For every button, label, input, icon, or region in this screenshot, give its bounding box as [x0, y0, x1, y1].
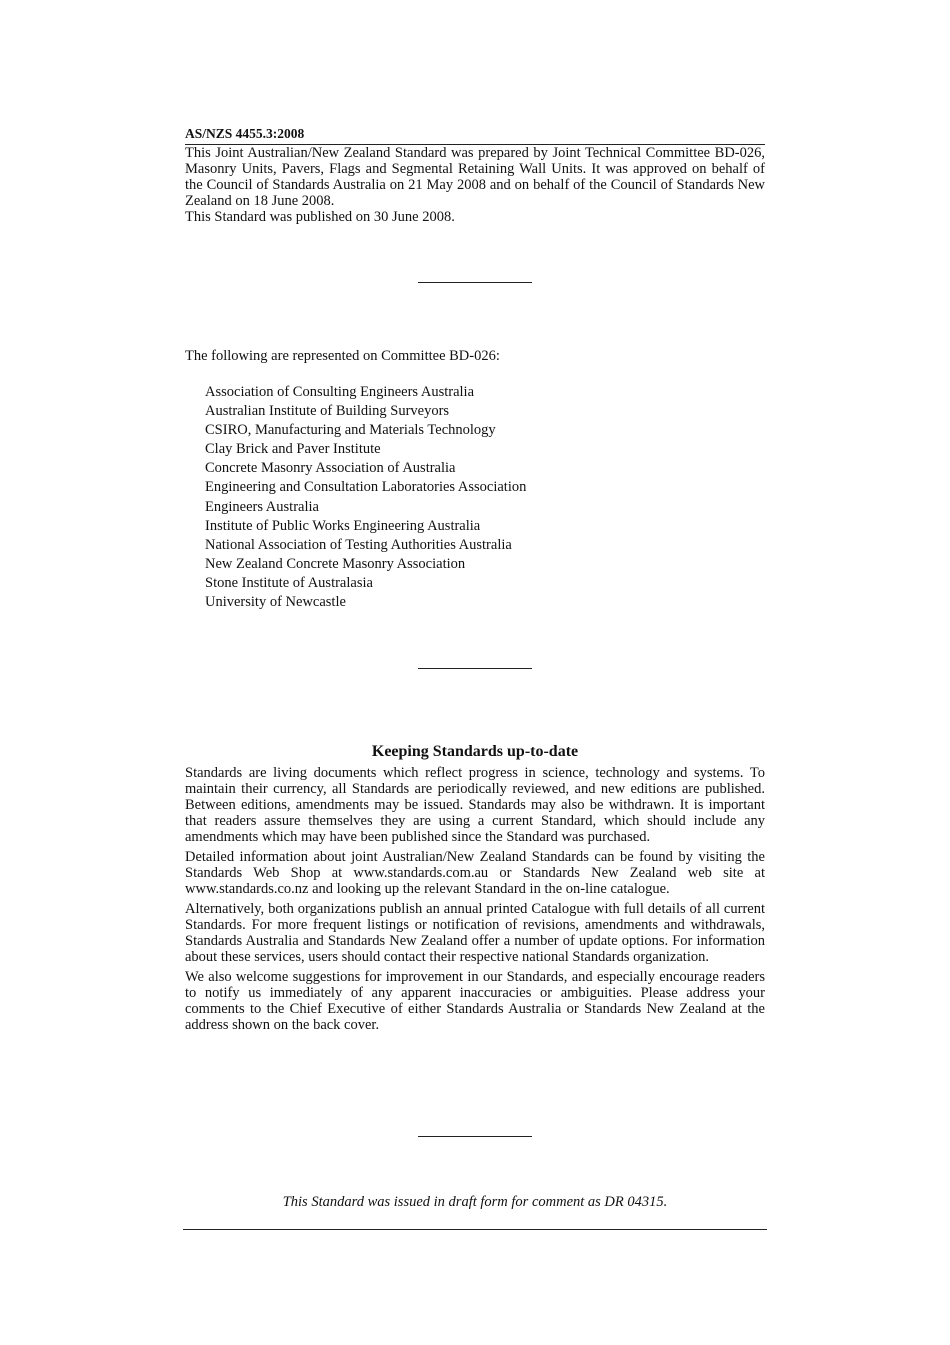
- committee-member: Concrete Masonry Association of Australia: [205, 460, 456, 477]
- committee-member: Australian Institute of Building Surveyors: [205, 403, 450, 420]
- committee-member: Engineering and Consultation Laboratories Association: [205, 479, 527, 496]
- keeping-standards-heading: Keeping Standards up-to-date: [371, 743, 579, 760]
- footer-rule: [183, 1229, 767, 1230]
- committee-member: Institute of Public Works Engineering Australia: [205, 517, 481, 534]
- section-divider-2: [418, 668, 532, 669]
- committee-member: New Zealand Concrete Masonry Association: [205, 555, 466, 572]
- committee-member-list: [205, 383, 526, 612]
- section-divider-3: [418, 1136, 532, 1137]
- body-paragraph: We also welcome suggestions for improvement in our Standards, and especially encourage readers to notify us immediately of any apparent inaccuracies or ambiguities. Please address your comments to the Chief Executive of either Standards Australia or Standards New Zealand at the address shown on the back cover.: [185, 969, 765, 1033]
- draft-note: This Standard was issued in draft form for comment as DR 04315.: [282, 1194, 668, 1210]
- standard-number: AS/NZS 4455.3:2008: [185, 126, 305, 141]
- committee-member: Association of Consulting Engineers Australia: [205, 384, 475, 400]
- section-divider-1: [418, 282, 532, 283]
- committee-member: National Association of Testing Authorities Australia: [205, 536, 512, 553]
- committee-member: Clay Brick and Paver Institute: [205, 441, 381, 458]
- committee-member: Stone Institute of Australasia: [205, 574, 373, 591]
- committee-member: University of Newcastle: [205, 594, 346, 611]
- committee-member: Engineers Australia: [205, 498, 319, 515]
- body-paragraph: Detailed information about joint Australian/New Zealand Standards can be found by visiting the Standards Web Shop at www.standards.com.au or Standards New Zealand web site at www.standards.co.nz and looking up the relevant Standard in the on-line catalogue.: [185, 849, 765, 897]
- body-paragraph: Alternatively, both organizations publish an annual printed Catalogue with full details of all current Standards. For more frequent listings or notification of revisions, amendments and withdrawals, Standards Australia and Standards New Zealand offer a number of update options. For information about these services, users should contact their respective national Standards organization.: [185, 901, 765, 965]
- preparation-block: [185, 145, 765, 225]
- publication-date-line: This Standard was published on 30 June 2008.: [185, 209, 455, 225]
- body-paragraph: Standards are living documents which reflect progress in science, technology and systems. To maintain their currency, all Standards are periodically reviewed, and new editions are published. Between editions, amendments may be issued. Standards may also be withdrawn. It is important that readers assure themselves they are using a current Standard, which should include any amendments which may have been published since the Standard was purchased.: [185, 765, 765, 845]
- keeping-standards-body: [185, 765, 765, 1037]
- committee-member: CSIRO, Manufacturing and Materials Technology: [205, 422, 496, 439]
- committee-intro: The following are represented on Committee BD-026:: [185, 348, 500, 364]
- preparation-paragraph: This Joint Australian/New Zealand Standard was prepared by Joint Technical Committee BD-026, Masonry Units, Pavers, Flags and Segmental Retaining Wall Units. It was approved on behalf of the Council of Standards Australia on 21 May 2008 and on behalf of the Council of Standards New Zealand on 18 June 2008.: [185, 145, 765, 209]
